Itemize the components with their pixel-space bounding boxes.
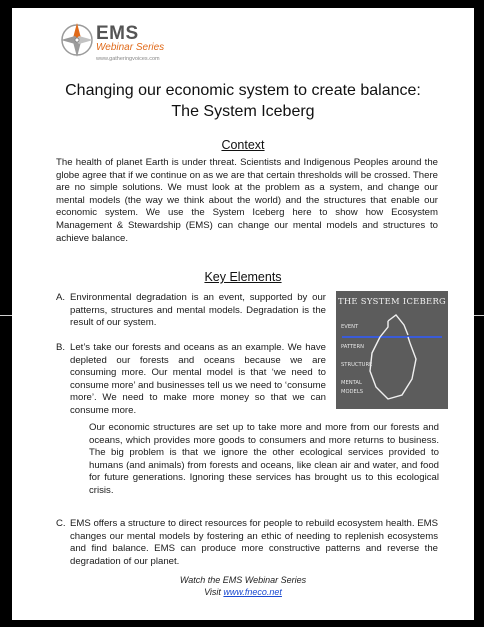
iceberg-label-event: EVENT (341, 324, 359, 330)
logo-url: www.gatheringvoices.com (96, 56, 160, 62)
list-item-text: Let’s take our forests and oceans as an example. We have depleted our forests and oceans because we are consuming more. Our mental model is that ‘we need to consume more’ and businesses tell us we need to ‘consume more’. We need to make more money so that we can consume more. (70, 342, 326, 416)
compass-logo-icon (58, 20, 96, 60)
page-title-line2: The System Iceberg (171, 103, 315, 120)
list-item-text: Environmental degradation is an event, supported by our patterns, structures and mental models. Degradation is the result of our system. (70, 292, 326, 329)
document-page (12, 8, 474, 620)
footer-website-link[interactable]: www.fneco.net (223, 587, 282, 597)
list-item-text: EMS offers a structure to direct resources for people to rebuild ecosystem health. EMS changes our mental models by fostering an ethic of needing to replenish ecosystems and find balance. EMS can produce more constructive patterns and reverse the degradation of our planet. (70, 518, 438, 567)
side-rule-right (474, 315, 484, 316)
side-rule-left (0, 315, 12, 316)
iceberg-title: THE SYSTEM ICEBERG (337, 296, 447, 306)
list-marker: A. (56, 292, 66, 303)
page-title-line1: Changing our economic system to create balance: (65, 82, 421, 99)
context-paragraph: The health of planet Earth is under threat. Scientists and Indigenous Peoples around the globe agree that if we continue on as we are that certain thresholds will be crossed. There are no simple solutions. We must look at the problem as a system, and change our mental models (the way we think about the world) and the structures that enable our economic system. We use the System Iceberg here to show how Ecosystem Management & Stewardship (EMS) can change our mental models and structures to achieve balance. (56, 157, 438, 244)
iceberg-label-mental: MENTAL (341, 380, 362, 386)
logo-subtitle: Webinar Series (96, 42, 165, 53)
iceberg-label-pattern: PATTERN (341, 344, 364, 350)
key-elements-heading: Key Elements (204, 270, 282, 284)
list-marker: B. (56, 342, 66, 353)
footer-line1: Watch the EMS Webinar Series (179, 575, 307, 585)
ems-logo (58, 20, 188, 64)
context-heading: Context (221, 138, 265, 152)
footer-line2 (12, 587, 474, 597)
iceberg-label-structure: STRUCTURE (341, 362, 373, 368)
list-marker: C. (56, 518, 66, 529)
indented-paragraph: Our economic structures are set up to take more and more from our forests and oceans, which provides more goods to consumers and more returns to business. The big problem is that we ignore the other ecological services provided to humans (and animals) from forests and oceans, like clean air and water, and food for future generations. Ignoring these services has brought us to this ecological crisis. (89, 422, 439, 496)
footer-visit-label: Visit (204, 587, 224, 597)
system-iceberg-image (336, 291, 448, 409)
iceberg-label-models: MODELS (341, 389, 364, 395)
logo-title: EMS (96, 23, 139, 44)
